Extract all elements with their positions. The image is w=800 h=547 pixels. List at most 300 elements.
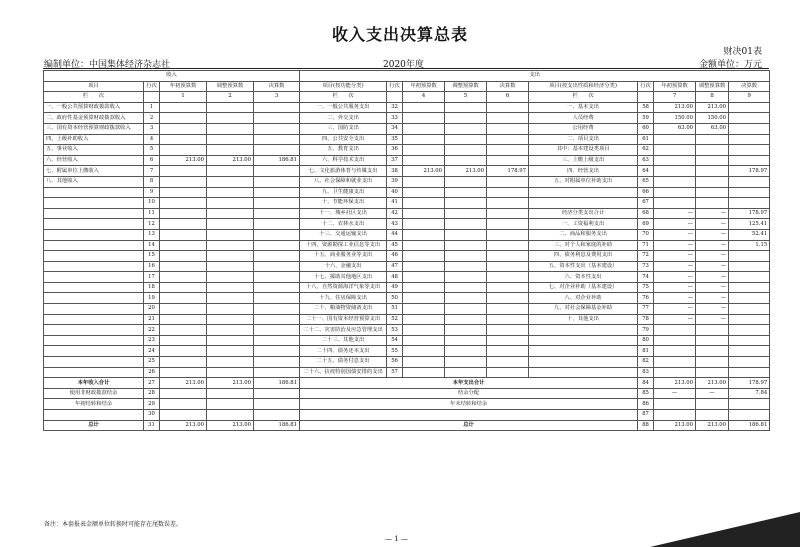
table-cell: 十四、资源勘探工业信息等支出 <box>300 240 387 251</box>
table-cell <box>254 187 300 198</box>
page-number: — 1 — <box>385 535 408 543</box>
table-cell: 人员经费 <box>529 113 638 124</box>
table-cell <box>403 304 445 315</box>
table-cell: 十、其他支出 <box>529 314 638 325</box>
table-cell: — <box>696 272 729 283</box>
table-cell <box>207 251 254 262</box>
table-cell <box>696 357 729 368</box>
table-cell <box>160 176 207 187</box>
balance-v2 <box>696 399 729 410</box>
table-row <box>44 187 770 198</box>
table-cell: 18 <box>144 282 160 293</box>
compiling-unit: 编制单位：中国集体经济杂志社 <box>44 60 171 70</box>
table-cell <box>403 240 445 251</box>
table-cell: 15 <box>144 251 160 262</box>
table-cell <box>207 410 254 421</box>
table-cell <box>445 357 487 368</box>
table-cell <box>207 166 254 177</box>
table-cell <box>729 134 770 145</box>
table-cell: 四、经营支出 <box>529 166 638 177</box>
table-cell <box>207 198 254 209</box>
table-cell <box>729 272 770 283</box>
table-cell <box>160 134 207 145</box>
table-cell: — <box>654 208 696 219</box>
column-number: 9 <box>729 92 770 103</box>
table-cell: 34 <box>387 123 403 134</box>
grand-total-row <box>44 420 770 431</box>
table-cell <box>254 123 300 134</box>
table-row <box>44 367 770 378</box>
total-row <box>44 378 770 389</box>
column-number <box>387 92 403 103</box>
table-cell <box>529 357 638 368</box>
table-cell <box>44 229 144 240</box>
table-cell: 二十一、国有资本经营预算支出 <box>300 314 387 325</box>
grand-expense-v2: 213.00 <box>696 420 729 431</box>
table-cell <box>729 102 770 113</box>
table-cell: 53 <box>387 325 403 336</box>
table-cell: 四、公共安全支出 <box>300 134 387 145</box>
table-cell: 21 <box>144 314 160 325</box>
table-cell <box>445 367 487 378</box>
table-cell <box>403 357 445 368</box>
table-cell <box>654 187 696 198</box>
column-number <box>144 92 160 103</box>
table-cell: 60 <box>638 123 654 134</box>
table-cell: 39 <box>387 176 403 187</box>
table-cell: — <box>696 293 729 304</box>
table-cell <box>654 145 696 156</box>
table-cell <box>403 219 445 230</box>
table-cell: 其中：基本建设类项目 <box>529 145 638 156</box>
table-cell <box>403 176 445 187</box>
table-cell <box>254 208 300 219</box>
column-header: 调整预算数 <box>445 81 487 92</box>
table-cell: 五、对附属单位补助支出 <box>529 176 638 187</box>
table-cell: 213.00 <box>696 102 729 113</box>
table-cell <box>160 240 207 251</box>
table-cell: 16 <box>144 261 160 272</box>
table-cell <box>654 357 696 368</box>
table-cell <box>445 134 487 145</box>
table-cell: 69 <box>638 219 654 230</box>
table-cell <box>207 388 254 399</box>
table-cell: — <box>696 251 729 262</box>
table-cell: 十二、农林水支出 <box>300 219 387 230</box>
table-cell <box>207 134 254 145</box>
balance-line2: 87 <box>638 410 654 421</box>
total-income-line: 27 <box>144 378 160 389</box>
table-cell <box>529 335 638 346</box>
balance-line2: 85 <box>638 388 654 399</box>
balance-line: 28 <box>144 388 160 399</box>
table-cell <box>445 176 487 187</box>
grand-expense-label: 总计 <box>300 420 638 431</box>
table-cell <box>445 251 487 262</box>
table-cell: 42 <box>387 208 403 219</box>
table-cell: — <box>696 219 729 230</box>
table-cell <box>207 102 254 113</box>
table-cell <box>160 272 207 283</box>
table-cell <box>403 272 445 283</box>
table-cell: 24 <box>144 346 160 357</box>
table-cell <box>729 314 770 325</box>
table-cell <box>487 325 529 336</box>
column-header: 项目(按支出性质和经济分类) <box>529 81 638 92</box>
column-number: 8 <box>696 92 729 103</box>
table-cell <box>729 176 770 187</box>
table-cell <box>160 335 207 346</box>
table-cell <box>696 198 729 209</box>
table-cell: 74 <box>638 272 654 283</box>
table-row <box>44 102 770 113</box>
table-cell <box>696 134 729 145</box>
column-number: 栏 次 <box>44 92 144 103</box>
balance-line: 29 <box>144 399 160 410</box>
table-cell <box>729 367 770 378</box>
table-cell <box>445 113 487 124</box>
table-cell <box>403 155 445 166</box>
table-cell: 23 <box>144 335 160 346</box>
table-cell <box>696 335 729 346</box>
table-cell <box>254 176 300 187</box>
table-cell <box>445 198 487 209</box>
table-row <box>44 166 770 177</box>
column-number-row <box>44 92 770 103</box>
table-cell <box>487 293 529 304</box>
balance-v3: 7.84 <box>729 388 770 399</box>
table-cell <box>254 166 300 177</box>
table-cell: 81 <box>638 346 654 357</box>
column-header: 决算数 <box>254 81 300 92</box>
table-cell: — <box>696 282 729 293</box>
table-cell: 57 <box>387 367 403 378</box>
table-cell <box>160 219 207 230</box>
table-cell <box>729 251 770 262</box>
balance-v1: — <box>654 388 696 399</box>
table-cell <box>254 198 300 209</box>
table-cell <box>445 314 487 325</box>
total-income-v3: 186.81 <box>254 378 300 389</box>
table-cell <box>160 229 207 240</box>
table-cell: 三、上缴上级支出 <box>529 155 638 166</box>
balance-mid-label <box>300 410 638 421</box>
table-cell <box>254 229 300 240</box>
table-cell <box>160 293 207 304</box>
table-cell <box>654 325 696 336</box>
table-cell: 六、经营收入 <box>44 155 144 166</box>
table-cell: 51 <box>387 304 403 315</box>
table-row <box>44 357 770 368</box>
table-cell <box>254 314 300 325</box>
table-cell: 125.41 <box>729 219 770 230</box>
table-cell: 33 <box>387 113 403 124</box>
table-cell <box>403 229 445 240</box>
expense-section-header: 支出 <box>300 71 770 82</box>
table-cell: 11 <box>144 208 160 219</box>
table-cell: 68 <box>638 208 654 219</box>
table-cell <box>207 399 254 410</box>
table-cell: 5 <box>144 145 160 156</box>
table-cell <box>445 335 487 346</box>
table-row <box>44 123 770 134</box>
table-cell: 186.81 <box>254 155 300 166</box>
table-row <box>44 335 770 346</box>
table-cell: 12 <box>144 219 160 230</box>
balance-v1 <box>654 410 696 421</box>
table-cell <box>487 314 529 325</box>
table-cell <box>254 145 300 156</box>
table-cell: 2 <box>144 113 160 124</box>
balance-label: 使用非财政拨款结余 <box>44 388 144 399</box>
table-cell <box>44 198 144 209</box>
table-cell: — <box>696 229 729 240</box>
table-cell: 70 <box>638 229 654 240</box>
table-cell <box>445 304 487 315</box>
table-cell <box>529 325 638 336</box>
table-cell <box>445 240 487 251</box>
table-cell: 37 <box>387 155 403 166</box>
table-cell: 七、对企业补助（基本建设） <box>529 282 638 293</box>
table-cell <box>207 145 254 156</box>
table-cell <box>254 282 300 293</box>
balance-v3 <box>729 399 770 410</box>
table-cell <box>207 314 254 325</box>
table-cell <box>487 208 529 219</box>
table-cell <box>254 272 300 283</box>
table-cell: 63.00 <box>654 123 696 134</box>
column-header: 年初预算数 <box>403 81 445 92</box>
table-cell <box>403 134 445 145</box>
table-cell <box>207 357 254 368</box>
table-cell <box>487 113 529 124</box>
table-cell: 213.00 <box>207 155 254 166</box>
table-cell: 二十、粮油物资储备支出 <box>300 304 387 315</box>
table-cell: 三、对个人和家庭的补助 <box>529 240 638 251</box>
table-cell <box>207 367 254 378</box>
table-cell <box>207 325 254 336</box>
statement-table <box>43 70 770 431</box>
table-cell <box>207 293 254 304</box>
column-header: 调整预算数 <box>696 81 729 92</box>
table-cell <box>445 346 487 357</box>
table-cell: 十七、援助其他地区支出 <box>300 272 387 283</box>
footnote: 备注：本套报表金额单位转换时可能存在尾数误差。 <box>44 521 183 528</box>
table-cell: — <box>654 240 696 251</box>
table-cell <box>729 325 770 336</box>
table-cell <box>445 325 487 336</box>
table-cell <box>254 388 300 399</box>
table-cell <box>654 346 696 357</box>
table-cell: 178.97 <box>487 166 529 177</box>
table-cell <box>487 219 529 230</box>
grand-expense-v3: 186.81 <box>729 420 770 431</box>
table-row <box>44 304 770 315</box>
table-cell: — <box>654 229 696 240</box>
table-cell <box>254 219 300 230</box>
table-cell: 178.97 <box>729 208 770 219</box>
table-cell: 22 <box>144 325 160 336</box>
table-cell <box>445 219 487 230</box>
column-header: 调整预算数 <box>207 81 254 92</box>
table-row <box>44 240 770 251</box>
column-number: 5 <box>445 92 487 103</box>
table-cell: 73 <box>638 261 654 272</box>
table-cell <box>445 208 487 219</box>
table-cell <box>207 335 254 346</box>
column-header: 行次 <box>144 81 160 92</box>
table-cell: — <box>654 314 696 325</box>
table-cell: 56 <box>387 357 403 368</box>
column-header: 行次 <box>638 81 654 92</box>
table-cell <box>696 367 729 378</box>
table-cell: 41 <box>387 198 403 209</box>
table-cell <box>254 399 300 410</box>
table-cell: 七、文化旅游体育与传媒支出 <box>300 166 387 177</box>
table-cell: 83 <box>638 367 654 378</box>
table-cell: — <box>654 272 696 283</box>
table-cell <box>487 251 529 262</box>
table-cell: 公用经费 <box>529 123 638 134</box>
table-cell <box>44 325 144 336</box>
table-cell <box>207 229 254 240</box>
table-cell <box>254 113 300 124</box>
table-row <box>44 272 770 283</box>
table-cell: 十八、自然资源海洋气象等支出 <box>300 282 387 293</box>
table-cell: 9 <box>144 187 160 198</box>
table-cell <box>44 251 144 262</box>
table-cell <box>696 155 729 166</box>
balance-v1 <box>654 399 696 410</box>
balance-line: 30 <box>144 410 160 421</box>
table-cell <box>44 357 144 368</box>
table-cell <box>254 261 300 272</box>
table-cell <box>487 187 529 198</box>
table-cell <box>403 123 445 134</box>
report-title: 收入支出决算总表 <box>331 25 468 44</box>
table-cell: 十六、金融支出 <box>300 261 387 272</box>
table-cell: 二、项目支出 <box>529 134 638 145</box>
table-cell <box>487 240 529 251</box>
table-cell: — <box>696 208 729 219</box>
grand-income-line: 31 <box>144 420 160 431</box>
table-cell: 九、卫生健康支出 <box>300 187 387 198</box>
table-cell: 62 <box>638 145 654 156</box>
table-cell <box>403 367 445 378</box>
table-cell <box>487 346 529 357</box>
table-cell <box>160 123 207 134</box>
table-cell: 49 <box>387 282 403 293</box>
table-cell <box>207 282 254 293</box>
table-cell <box>487 123 529 134</box>
table-cell <box>160 208 207 219</box>
table-cell <box>254 293 300 304</box>
table-cell <box>44 314 144 325</box>
table-cell <box>403 187 445 198</box>
table-cell: 82 <box>638 357 654 368</box>
table-cell <box>44 293 144 304</box>
table-cell: — <box>654 261 696 272</box>
table-cell: 32 <box>387 102 403 113</box>
table-cell <box>729 282 770 293</box>
table-cell: 67 <box>638 198 654 209</box>
table-cell: 7 <box>144 166 160 177</box>
table-cell: 19 <box>144 293 160 304</box>
column-header: 行次 <box>387 81 403 92</box>
table-cell <box>696 145 729 156</box>
grand-income-v2: 213.00 <box>207 420 254 431</box>
table-cell <box>403 145 445 156</box>
table-cell <box>44 219 144 230</box>
column-header-row <box>44 81 770 92</box>
table-cell <box>403 346 445 357</box>
total-income-label: 本年收入合计 <box>44 378 144 389</box>
table-cell <box>696 325 729 336</box>
table-cell: 十三、交通运输支出 <box>300 229 387 240</box>
table-row <box>44 145 770 156</box>
table-cell <box>529 198 638 209</box>
table-cell: 55 <box>387 346 403 357</box>
table-cell <box>254 304 300 315</box>
table-cell: 54 <box>387 335 403 346</box>
table-row <box>44 251 770 262</box>
table-cell <box>207 346 254 357</box>
table-cell: 九、对社会保障基金补助 <box>529 304 638 315</box>
table-cell <box>729 155 770 166</box>
table-cell <box>487 272 529 283</box>
table-cell <box>729 145 770 156</box>
balance-line2: 86 <box>638 399 654 410</box>
table-cell <box>44 282 144 293</box>
amount-unit: 金额单位：万元 <box>698 60 762 70</box>
table-cell <box>654 134 696 145</box>
total-expense-line: 84 <box>638 378 654 389</box>
table-cell <box>44 335 144 346</box>
table-cell <box>654 176 696 187</box>
table-cell: 36 <box>387 145 403 156</box>
table-cell <box>654 198 696 209</box>
table-cell <box>445 187 487 198</box>
table-cell: 一、一般公共服务支出 <box>300 102 387 113</box>
table-cell <box>254 251 300 262</box>
table-cell <box>160 198 207 209</box>
total-expense-label: 本年支出合计 <box>300 378 638 389</box>
table-cell: 17 <box>144 272 160 283</box>
table-cell: 五、事业收入 <box>44 145 144 156</box>
grand-income-label: 总计 <box>44 420 144 431</box>
table-row <box>44 346 770 357</box>
table-cell <box>696 176 729 187</box>
table-cell: 52.41 <box>729 229 770 240</box>
table-cell <box>207 187 254 198</box>
column-header: 年初预算数 <box>160 81 207 92</box>
balance-row <box>44 388 770 399</box>
table-row <box>44 198 770 209</box>
table-cell: 十一、城乡社区支出 <box>300 208 387 219</box>
table-cell: 六、科学技术支出 <box>300 155 387 166</box>
table-cell <box>160 102 207 113</box>
column-header: 决算数 <box>487 81 529 92</box>
balance-mid-label: 结余分配 <box>300 388 638 399</box>
table-cell <box>654 155 696 166</box>
table-cell <box>160 314 207 325</box>
table-cell: — <box>696 240 729 251</box>
table-cell <box>729 335 770 346</box>
table-cell <box>403 293 445 304</box>
table-cell: 38 <box>387 166 403 177</box>
table-cell <box>44 346 144 357</box>
table-cell: 65 <box>638 176 654 187</box>
